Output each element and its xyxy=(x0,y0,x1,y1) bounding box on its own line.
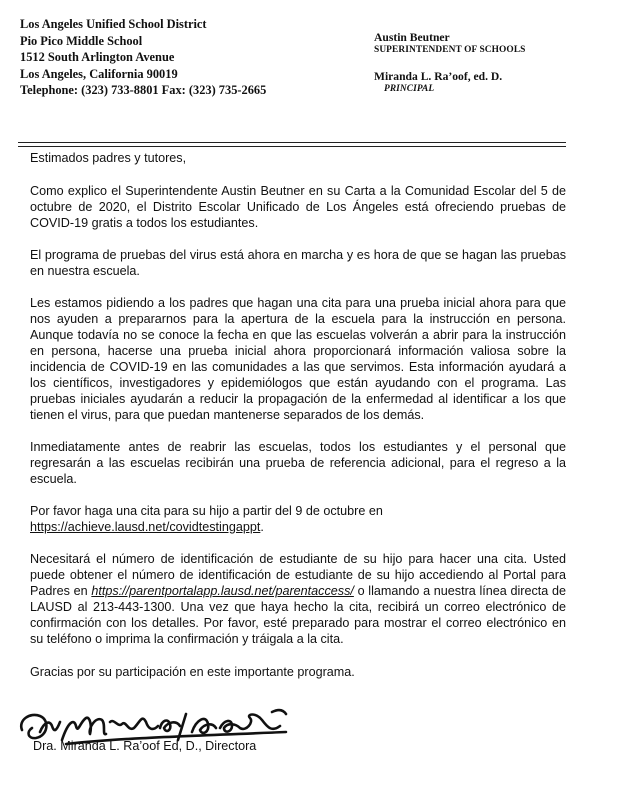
header-divider-top xyxy=(18,142,566,143)
letter-body xyxy=(30,150,566,680)
paragraph-5-end: . xyxy=(260,520,264,534)
school-name: Pio Pico Middle School xyxy=(20,33,143,48)
signer-name: Dra. Miranda L. Ra’oof Ed, D., Directora xyxy=(33,739,257,753)
handwritten-signature xyxy=(10,692,310,762)
paragraph-5 xyxy=(30,503,566,535)
paragraph-3: Les estamos pidiendo a los padres que hagan una cita para una prueba inicial ahora para que nos ayuden a prepararnos para la apertura de la escuela para la instrucción en persona. Aunque todavía no se conoce la fecha en que las escuelas volverán a abrir para la instrucción en persona, hacerse una prueba inicial ahora proporcionará información valiosa sobre la incidencia de COVID-19 en las comunidades a las que servimos. Esta información ayudará a los científicos, investigadores y epidemiólogos que están ayudando con el programa. Las pruebas iniciales ayudarán a reducir la propagación de la enfermedad al identificar a los que tienen el virus, para que puedan mantenerse separados de los demás. xyxy=(30,296,566,422)
paragraph-1: Como explico el Superintendente Austin Beutner en su Carta a la Comunidad Escolar del 5 de octubre de 2020, el Distrito Escolar Unificado de Los Ángeles está ofreciendo pruebas de COVID-19 gratis a todos los estudiantes. xyxy=(30,184,566,230)
principal-name: Miranda L. Ra’oof, ed. D. xyxy=(374,70,503,83)
letterhead xyxy=(20,16,266,99)
paragraph-4: Inmediatamente antes de reabrir las escuelas, todos los estudiantes y el personal que regresarán a las escuelas recibirán una prueba de referencia adicional, para el regreso a la escuela. xyxy=(30,440,566,486)
closing-line: Gracias por su participación en este importante programa. xyxy=(30,665,355,679)
superintendent-title: SUPERINTENDENT OF SCHOOLS xyxy=(374,45,526,55)
district-name: Los Angeles Unified School District xyxy=(20,17,207,31)
header-divider-bottom xyxy=(18,146,566,147)
officials-block xyxy=(374,31,526,95)
paragraph-5-text: Por favor haga una cita para su hijo a partir del 9 de octubre en xyxy=(30,504,383,518)
paragraph-2: El programa de pruebas del virus está ahora en marcha y es hora de que se hagan las pruebas en nuestra escuela. xyxy=(30,248,566,278)
paragraph-6-after: o llamando a nuestra línea directa de LAUSD al 213-443-1300. Una vez que haya hecho la cita, recibirá un correo electrónico de confirmación con los detalles. Por favor, esté preparado para mostrar el correo electrónico en su teléfono o imprima la confirmación y tráigala a la cita. xyxy=(30,584,567,646)
superintendent-name: Austin Beutner xyxy=(374,31,450,44)
salutation: Estimados padres y tutores, xyxy=(30,151,187,165)
principal-title: PRINCIPAL xyxy=(384,84,435,94)
city-state-zip: Los Angeles, California 90019 xyxy=(20,66,178,81)
street-address: 1512 South Arlington Avenue xyxy=(20,50,175,65)
covid-testing-link[interactable]: https://achieve.lausd.net/covidtestingappt xyxy=(30,520,261,534)
paragraph-6 xyxy=(30,551,566,647)
phone-fax: Telephone: (323) 733-8801 Fax: (323) 735-2665 xyxy=(20,83,267,98)
parent-portal-link[interactable]: https://parentportalapp.lausd.net/parentaccess/ xyxy=(91,584,354,598)
paragraph-6-before: Necesitará el número de identificación de estudiante de su hijo para hacer una cita. Usted puede obtener el número de identificación de estudiante de su hijo accediendo al Portal para Padres en xyxy=(30,552,566,598)
